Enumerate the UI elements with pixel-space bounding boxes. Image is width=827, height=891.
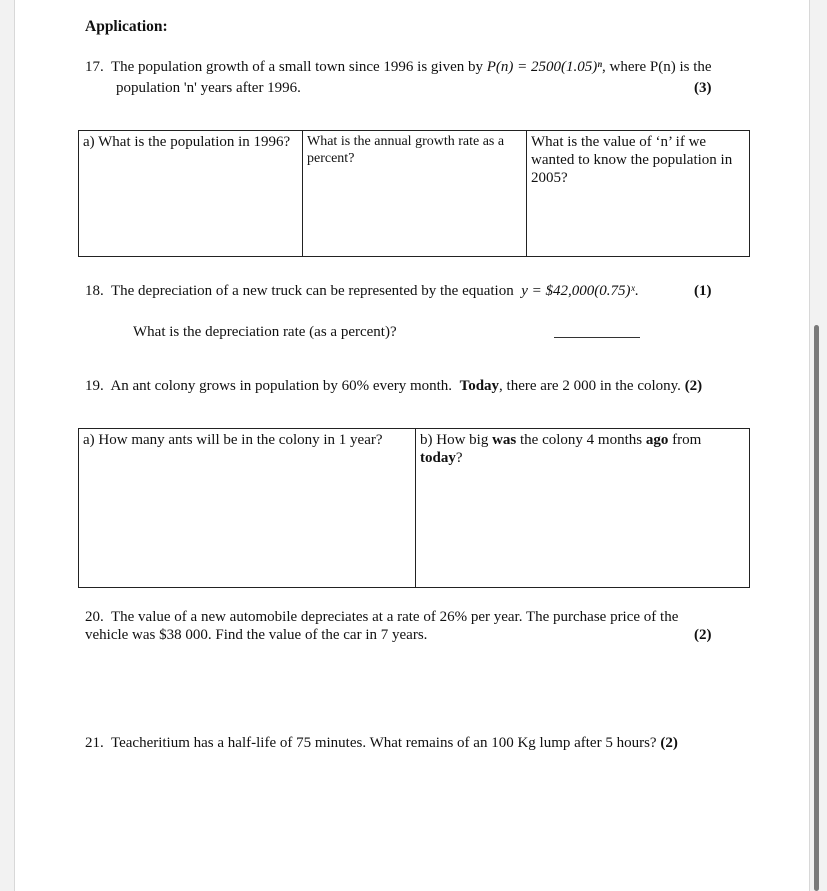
question-17-line1 xyxy=(85,58,712,76)
section-heading: Application: xyxy=(85,18,168,35)
question-20-line1 xyxy=(85,608,678,626)
q17-answer-cell-a[interactable] xyxy=(79,131,302,256)
question-18-number: 18. xyxy=(85,283,104,299)
question-17-points: (3) xyxy=(694,80,712,96)
q17-cell-a-prompt: a) What is the population in 1996? xyxy=(83,134,291,150)
question-20-number: 20. xyxy=(85,609,104,625)
q17-answer-cell-c[interactable] xyxy=(526,131,749,256)
question-17-text-after: , where P(n) is the xyxy=(602,59,712,75)
q19-cell-b-prompt: b) How big was the colony 4 months ago from today? xyxy=(420,432,702,466)
question-21-number: 21. xyxy=(85,735,104,751)
question-20-text-1: The value of a new automobile depreciates at a rate of 26% per year. The purchase price of the xyxy=(110,609,679,625)
q19-answer-cell-b[interactable] xyxy=(415,429,749,587)
worksheet-page xyxy=(14,0,810,891)
question-17-number: 17. xyxy=(85,59,104,75)
question-19-text-end: , there are 2 000 in the colony. xyxy=(499,378,681,394)
q17-cell-c-prompt: What is the value of ‘n’ if we wanted to know the population in 2005? xyxy=(531,134,733,186)
question-21-line xyxy=(85,734,678,752)
question-18-line: 18. The depreciation of a new truck can be represented by the equation y = $42,000(0.75)ˣ. xyxy=(85,283,639,299)
question-17-text: The population growth of a small town since 1996 is given by xyxy=(110,59,484,75)
q17-answer-cell-b[interactable] xyxy=(302,131,526,256)
question-18-text: The depreciation of a new truck can be represented by the equation xyxy=(110,283,514,299)
question-18-formula: y = $42,000(0.75)ˣ xyxy=(521,283,635,299)
q19-answer-cell-a[interactable] xyxy=(79,429,415,587)
vertical-scrollbar[interactable] xyxy=(814,325,819,891)
question-19-number: 19. xyxy=(85,378,104,394)
question-19-text: An ant colony grows in population by 60% every month. xyxy=(110,378,453,394)
q19-cell-a-prompt: a) How many ants will be in the colony in 1 year? xyxy=(83,432,383,448)
question-19-answer-table xyxy=(78,428,750,588)
question-18-subquestion: What is the depreciation rate (as a percent)? xyxy=(133,324,397,340)
question-18-answer-blank[interactable] xyxy=(554,337,640,338)
question-20-points: (2) xyxy=(694,627,712,643)
question-19-line xyxy=(85,377,702,395)
question-19-today: Today xyxy=(459,378,500,394)
question-17-line2: population 'n' years after 1996. xyxy=(116,80,301,96)
question-18-points: (1) xyxy=(694,283,712,299)
question-20-line2: vehicle was $38 000. Find the value of the car in 7 years. xyxy=(85,627,428,643)
question-19-points: (2) xyxy=(684,378,703,394)
question-21-points: (2) xyxy=(660,735,678,751)
q17-cell-b-prompt: What is the annual growth rate as a percent? xyxy=(307,134,505,166)
question-17-formula: P(n) = 2500(1.05)ⁿ xyxy=(486,59,603,75)
question-17-answer-table xyxy=(78,130,750,257)
question-21-text: Teacheritium has a half-life of 75 minutes. What remains of an 100 Kg lump after 5 hours? xyxy=(110,735,657,751)
